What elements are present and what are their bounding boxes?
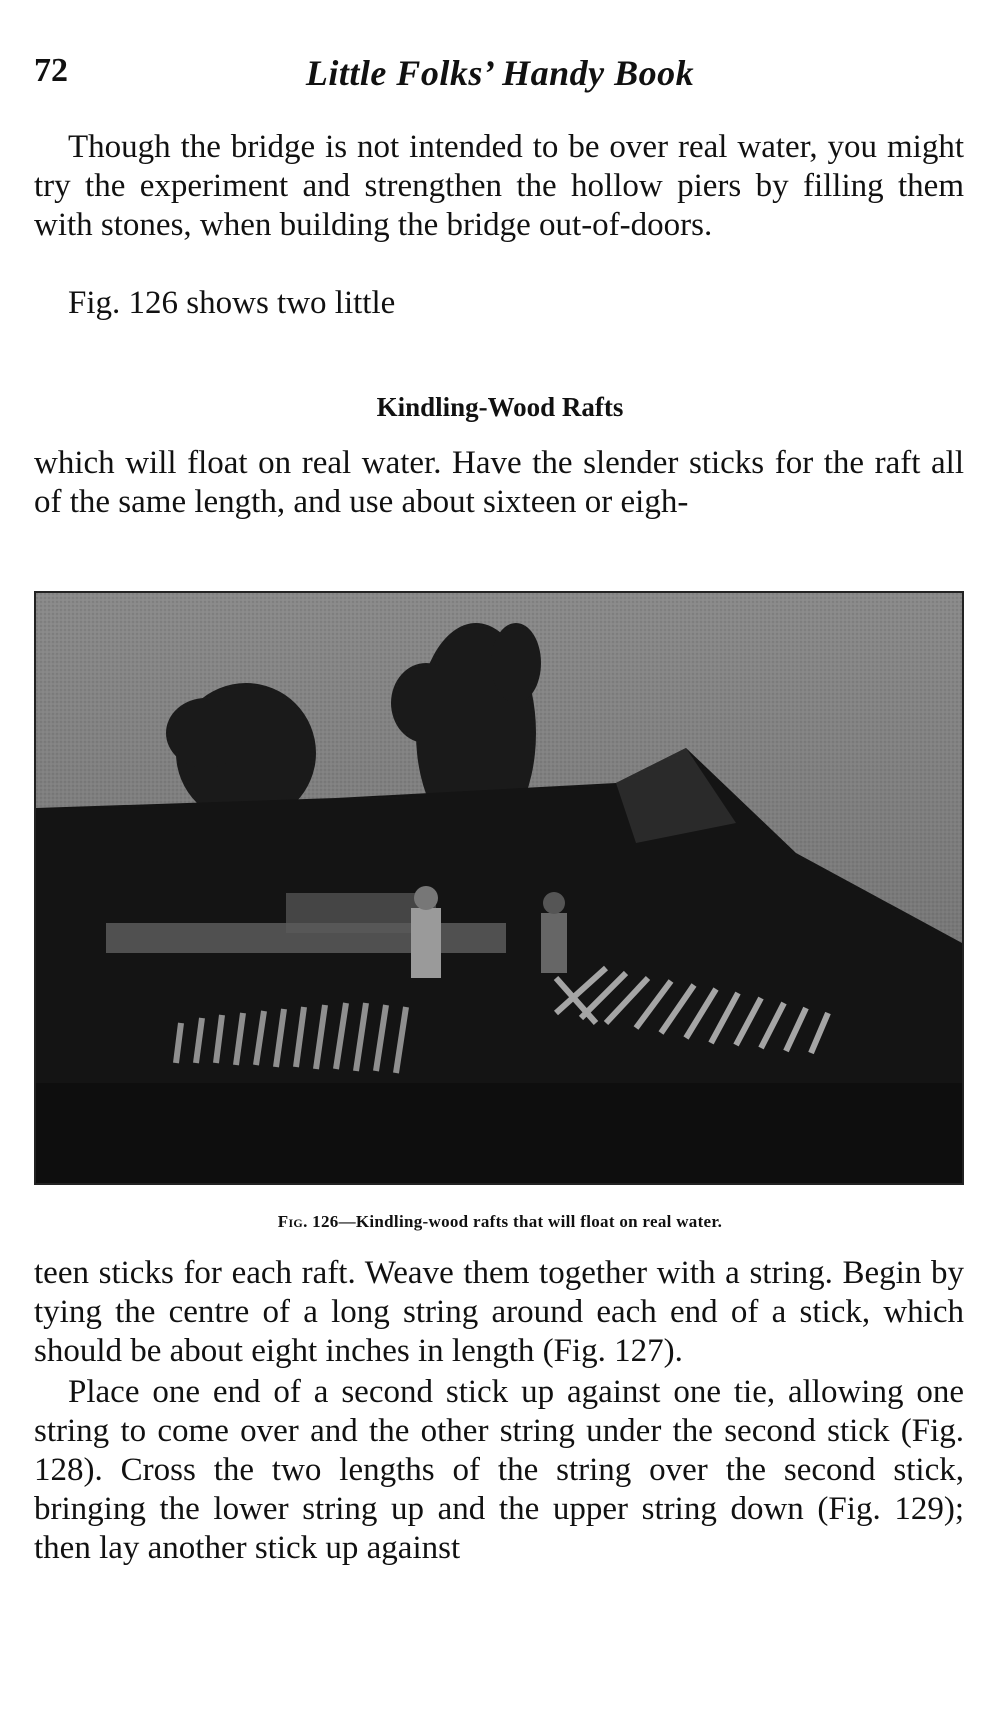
caption-label: Fig. 126 — [277, 1212, 339, 1231]
paragraph-float: which will float on real water. Have the slender sticks for the raft all of the same length, and use about sixteen or eigh- — [34, 445, 964, 520]
page-number: 72 — [34, 52, 68, 89]
figure-caption — [0, 1212, 1000, 1232]
photo-rafts-illustration — [36, 593, 962, 1183]
paragraph-weave: teen sticks for each raft. Weave them together with a string. Begin by tying the centre of a long string around each end of a stick, which should be about eight inches in length (Fig. 127). — [34, 1255, 964, 1369]
caption-text: —Kindling-wood rafts that will float on real water. — [338, 1212, 723, 1231]
running-title: Little Folks’ Handy Book — [305, 53, 695, 93]
figure-photo — [34, 591, 964, 1185]
section-heading: Kindling-Wood Rafts — [376, 392, 624, 422]
paragraph-bridge: Though the bridge is not intended to be over real water, you might try the experiment and strengthen the hollow piers by filling them with stones, when building the bridge out-of-doors. — [34, 129, 964, 243]
paragraph-second-stick: Place one end of a second stick up against one tie, allowing one string to come over and the other string under the second stick (Fig. 128). Cross the two lengths of the string over the second stick, bringing the lower string up and the upper string down (Fig. 129); then lay another stick up against — [34, 1374, 964, 1566]
paragraph-fig-intro: Fig. 126 shows two little — [68, 285, 396, 321]
page-header — [34, 52, 966, 102]
